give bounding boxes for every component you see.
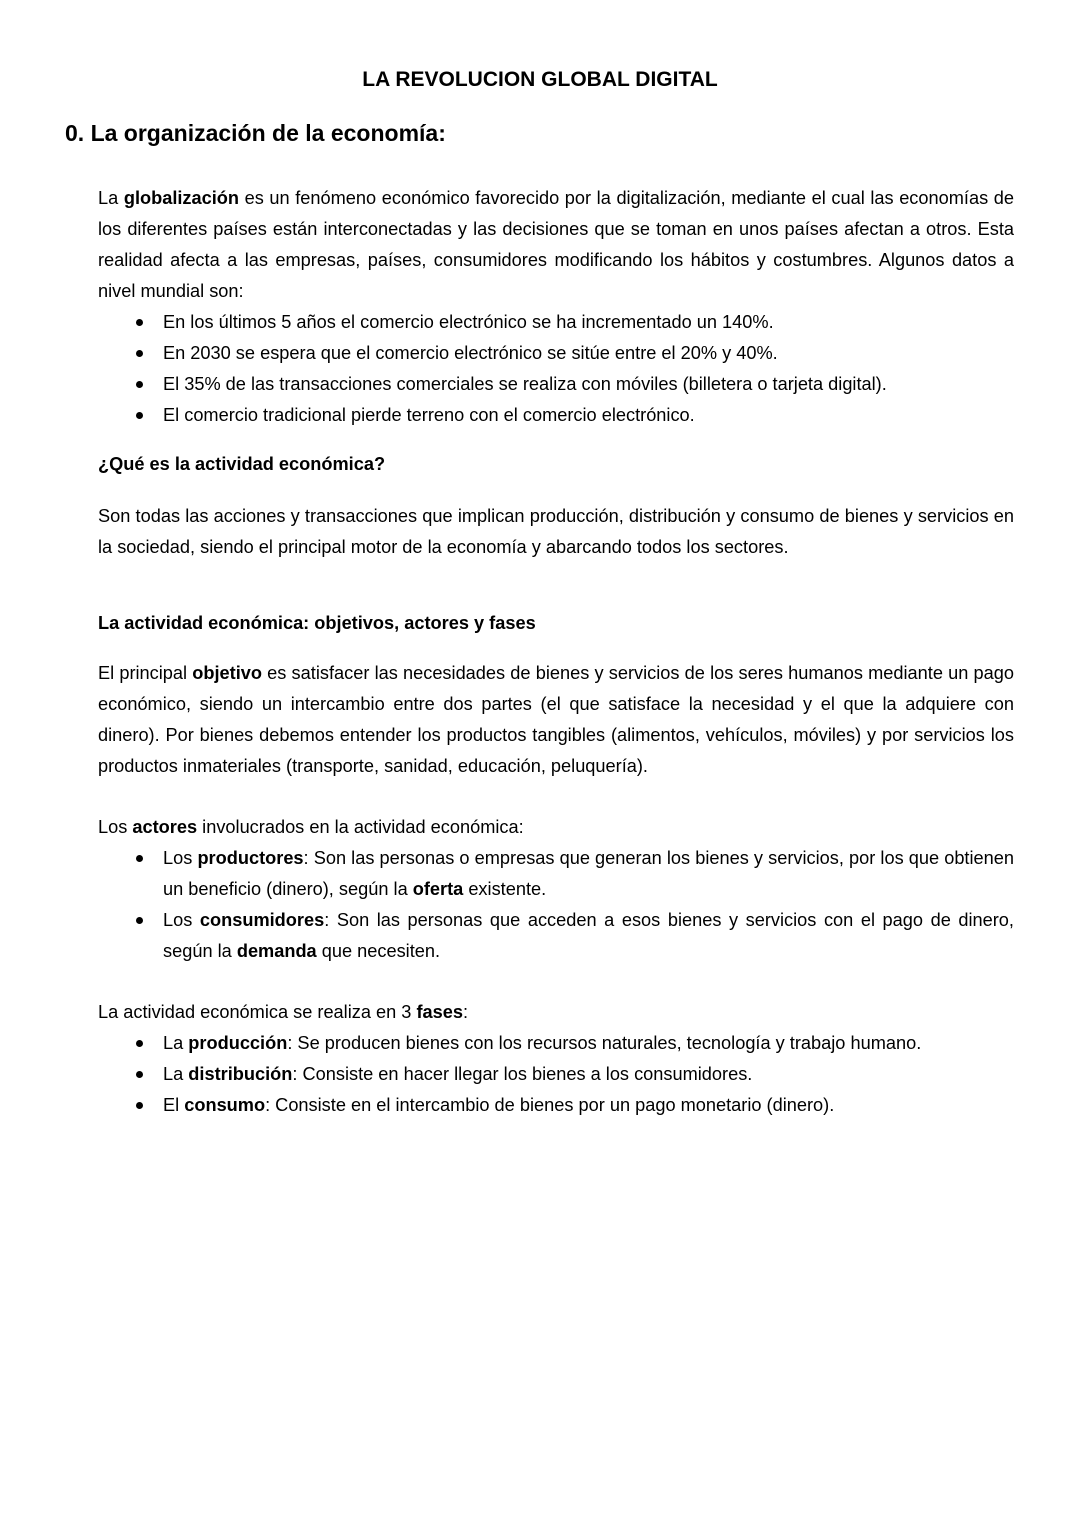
bold-term: demanda (236, 941, 317, 961)
bold-term: productores (197, 848, 304, 868)
text-run: La (163, 1064, 189, 1084)
bold-term: producción (188, 1033, 288, 1053)
phases-bullet-list (98, 1028, 1014, 1121)
section-heading: 0. La organización de la economía: (65, 120, 446, 146)
text-run: La (163, 1033, 189, 1053)
text-run: : Consiste en el intercambio de bienes por un pago monetario (dinero). (265, 1095, 835, 1115)
text-run: : Son las personas que acceden a esos bienes y servicios con el pago de dinero, según la (163, 910, 1014, 961)
text-run: : Son las personas o empresas que generan los bienes y servicios, por los que obtienen un beneficio (dinero), según la (163, 848, 1014, 899)
bold-term: fases (416, 1002, 463, 1022)
bullet-item (98, 1059, 1014, 1090)
text-run: Los (163, 910, 200, 930)
text-run: : (463, 1002, 469, 1022)
intro-paragraph (98, 183, 1014, 307)
definition-paragraph (98, 501, 1014, 563)
bullet-item (98, 843, 1014, 905)
bold-term: consumo (184, 1095, 266, 1115)
text-run: : Consiste en hacer llegar los bienes a los consumidores. (292, 1064, 753, 1084)
text-run: Son todas las acciones y transacciones que implican producción, distribución y consumo de bienes y servicios en la sociedad, siendo el principal motor de la economía y abarcando todos los sectores. (98, 506, 1014, 557)
bold-term: oferta (412, 879, 464, 899)
text-run: involucrados en la actividad económica: (197, 817, 524, 837)
text-run: Los (98, 817, 133, 837)
phases-intro (98, 997, 1014, 1028)
document-title: LA REVOLUCION GLOBAL DIGITAL (362, 68, 718, 91)
bullet-item (98, 905, 1014, 967)
objective-paragraph (98, 658, 1014, 782)
bold-term: globalización (123, 188, 240, 208)
question-heading: ¿Qué es la actividad económica? (98, 454, 386, 474)
text-run: La (98, 188, 124, 208)
actors-bullet-list (98, 843, 1014, 967)
actors-intro (98, 812, 1014, 843)
text-run: En los últimos 5 años el comercio electrónico se ha incrementado un 140%. (163, 312, 774, 332)
bullet-item (98, 1090, 1014, 1121)
bullet-item (98, 369, 1014, 400)
text-run: que necesiten. (316, 941, 441, 961)
text-run: El (163, 1095, 185, 1115)
text-run: El comercio tradicional pierde terreno con el comercio electrónico. (163, 405, 695, 425)
text-run: es un fenómeno económico favorecido por la digitalización, mediante el cual las economías de los diferentes países están interconectadas y las decisiones que se toman en unos países afectan a otros. Esta realidad afecta a las empresas, países, consumidores modificando los hábitos y costumbres. Algunos datos a nivel mundial son: (98, 188, 1014, 301)
text-run: En 2030 se espera que el comercio electrónico se sitúe entre el 20% y 40%. (163, 343, 778, 363)
text-run: El principal (98, 663, 193, 683)
bold-term: distribución (188, 1064, 293, 1084)
bold-term: actores (132, 817, 198, 837)
bullet-item (98, 400, 1014, 431)
text-run: : Se producen bienes con los recursos naturales, tecnología y trabajo humano. (287, 1033, 922, 1053)
bullet-item (98, 338, 1014, 369)
bold-term: objetivo (192, 663, 262, 683)
text-run: existente. (463, 879, 547, 899)
data-bullet-list (98, 307, 1014, 431)
bullet-item (98, 1028, 1014, 1059)
bold-term: consumidores (199, 910, 325, 930)
activity-heading: La actividad económica: objetivos, actores y fases (98, 613, 536, 633)
text-run: es satisfacer las necesidades de bienes y servicios de los seres humanos mediante un pago económico, siendo un intercambio entre dos partes (el que satisface la necesidad y el que la adquiere con dinero). Por bienes debemos entender los productos tangibles (alimentos, vehículos, móviles) y por servicios los productos inmateriales (transporte, sanidad, educación, peluquería). (98, 663, 1015, 776)
text-run: El 35% de las transacciones comerciales se realiza con móviles (billetera o tarjeta digital). (163, 374, 887, 394)
text-run: La actividad económica se realiza en 3 (98, 1002, 417, 1022)
text-run: Los (163, 848, 198, 868)
bullet-item (98, 307, 1014, 338)
